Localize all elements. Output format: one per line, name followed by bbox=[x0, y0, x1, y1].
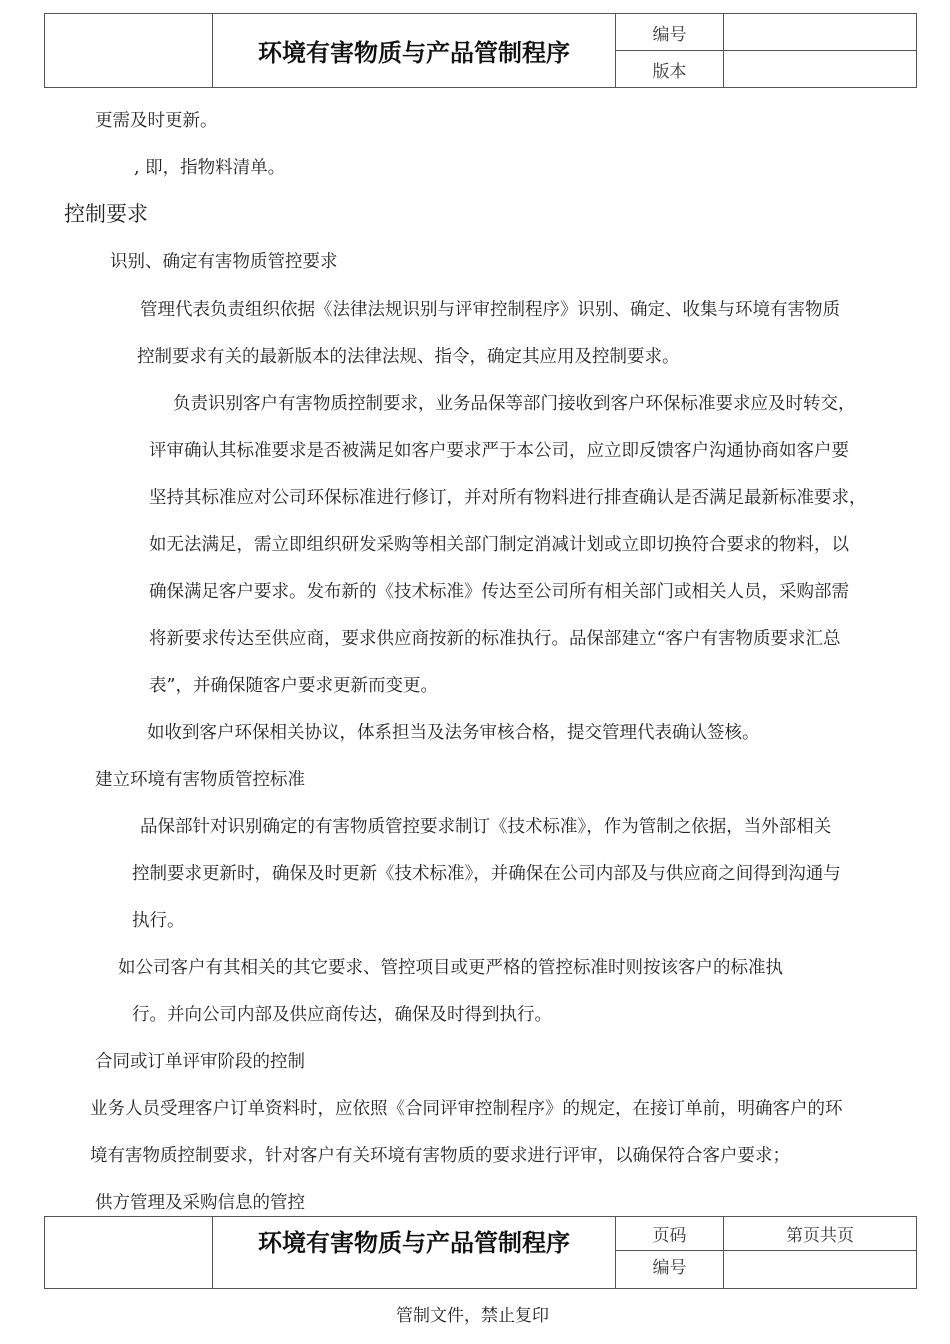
header-version-value bbox=[724, 51, 917, 88]
body-line: 确保满足客户要求。发布新的《技术标准》传达至公司所有相关部门或相关人员，采购部需 bbox=[149, 582, 849, 602]
body-line: 境有害物质控制要求，针对客户有关环境有害物质的要求进行评审，以确保符合客户要求； bbox=[90, 1146, 790, 1166]
footer-number-label: 编号 bbox=[616, 1251, 724, 1289]
footer-number-value bbox=[724, 1251, 917, 1289]
body-line: 表”，并确保随客户要求更新而变更。 bbox=[149, 676, 438, 696]
body-line: , 即，指物料清单。 bbox=[134, 158, 286, 178]
footer-title: 环境有害物质与产品管制程序 bbox=[213, 1217, 616, 1289]
body-line: 品保部针对识别确定的有害物质管控要求制订《技术标准》，作为管制之依据，当外部相关 bbox=[140, 817, 832, 837]
body-line: 坚持其标准应对公司环保标准进行修订，并对所有物料进行排查确认是否满足最新标准要求， bbox=[149, 488, 867, 508]
body-line: 将新要求传达至供应商，要求供应商按新的标准执行。品保部建立“客户有害物质要求汇总 bbox=[149, 629, 841, 649]
body-line: 业务人员受理客户订单资料时，应依照《合同评审控制程序》的规定，在接订单前，明确客户的环 bbox=[90, 1099, 843, 1119]
header-version-label: 版本 bbox=[616, 51, 724, 88]
header-number-value bbox=[724, 14, 917, 51]
header-title: 环境有害物质与产品管制程序 bbox=[213, 14, 616, 88]
header-logo-cell bbox=[45, 14, 213, 88]
body-line: 如无法满足，需立即组织研发采购等相关部门制定消减计划或立即切换符合要求的物料，以 bbox=[149, 535, 849, 555]
subsection-heading: 供方管理及采购信息的管控 bbox=[95, 1193, 305, 1213]
section-heading: 控制要求 bbox=[64, 202, 148, 226]
footer-table bbox=[44, 1216, 917, 1289]
body-line: 管理代表负责组织依据《法律法规识别与评审控制程序》识别、确定、收集与环境有害物质 bbox=[140, 300, 840, 320]
body-line: 如公司客户有其相关的其它要求、管控项目或更严格的管控标准时则按该客户的标准执 bbox=[118, 958, 783, 978]
footer-logo-cell bbox=[45, 1217, 213, 1289]
footer-page-value: 第页共页 bbox=[724, 1217, 917, 1251]
footer-page-label: 页码 bbox=[616, 1217, 724, 1251]
body-line: 控制要求有关的最新版本的法律法规、指令，确定其应用及控制要求。 bbox=[137, 347, 680, 367]
body-line: 如收到客户环保相关协议，体系担当及法务审核合格，提交管理代表确认签核。 bbox=[147, 723, 760, 743]
subsection-heading: 识别、确定有害物质管控要求 bbox=[110, 252, 338, 272]
body-line: 执行。 bbox=[132, 911, 185, 931]
subsection-heading: 建立环境有害物质管控标准 bbox=[95, 770, 305, 790]
body-line: 评审确认其标准要求是否被满足如客户要求严于本公司，应立即反馈客户沟通协商如客户要 bbox=[149, 441, 849, 461]
header-number-label: 编号 bbox=[616, 14, 724, 51]
header-table bbox=[44, 13, 917, 88]
body-line: 更需及时更新。 bbox=[95, 111, 218, 131]
body-line: 负责识别客户有害物质控制要求，业务品保等部门接收到客户环保标准要求应及时转交， bbox=[173, 394, 856, 414]
subsection-heading: 合同或订单评审阶段的控制 bbox=[95, 1052, 305, 1072]
body-line: 控制要求更新时，确保及时更新《技术标准》，并确保在公司内部及与供应商之间得到沟通与 bbox=[132, 864, 841, 884]
controlled-document-note: 管制文件，禁止复印 bbox=[396, 1306, 549, 1326]
body-line: 行。并向公司内部及供应商传达，确保及时得到执行。 bbox=[132, 1005, 552, 1025]
